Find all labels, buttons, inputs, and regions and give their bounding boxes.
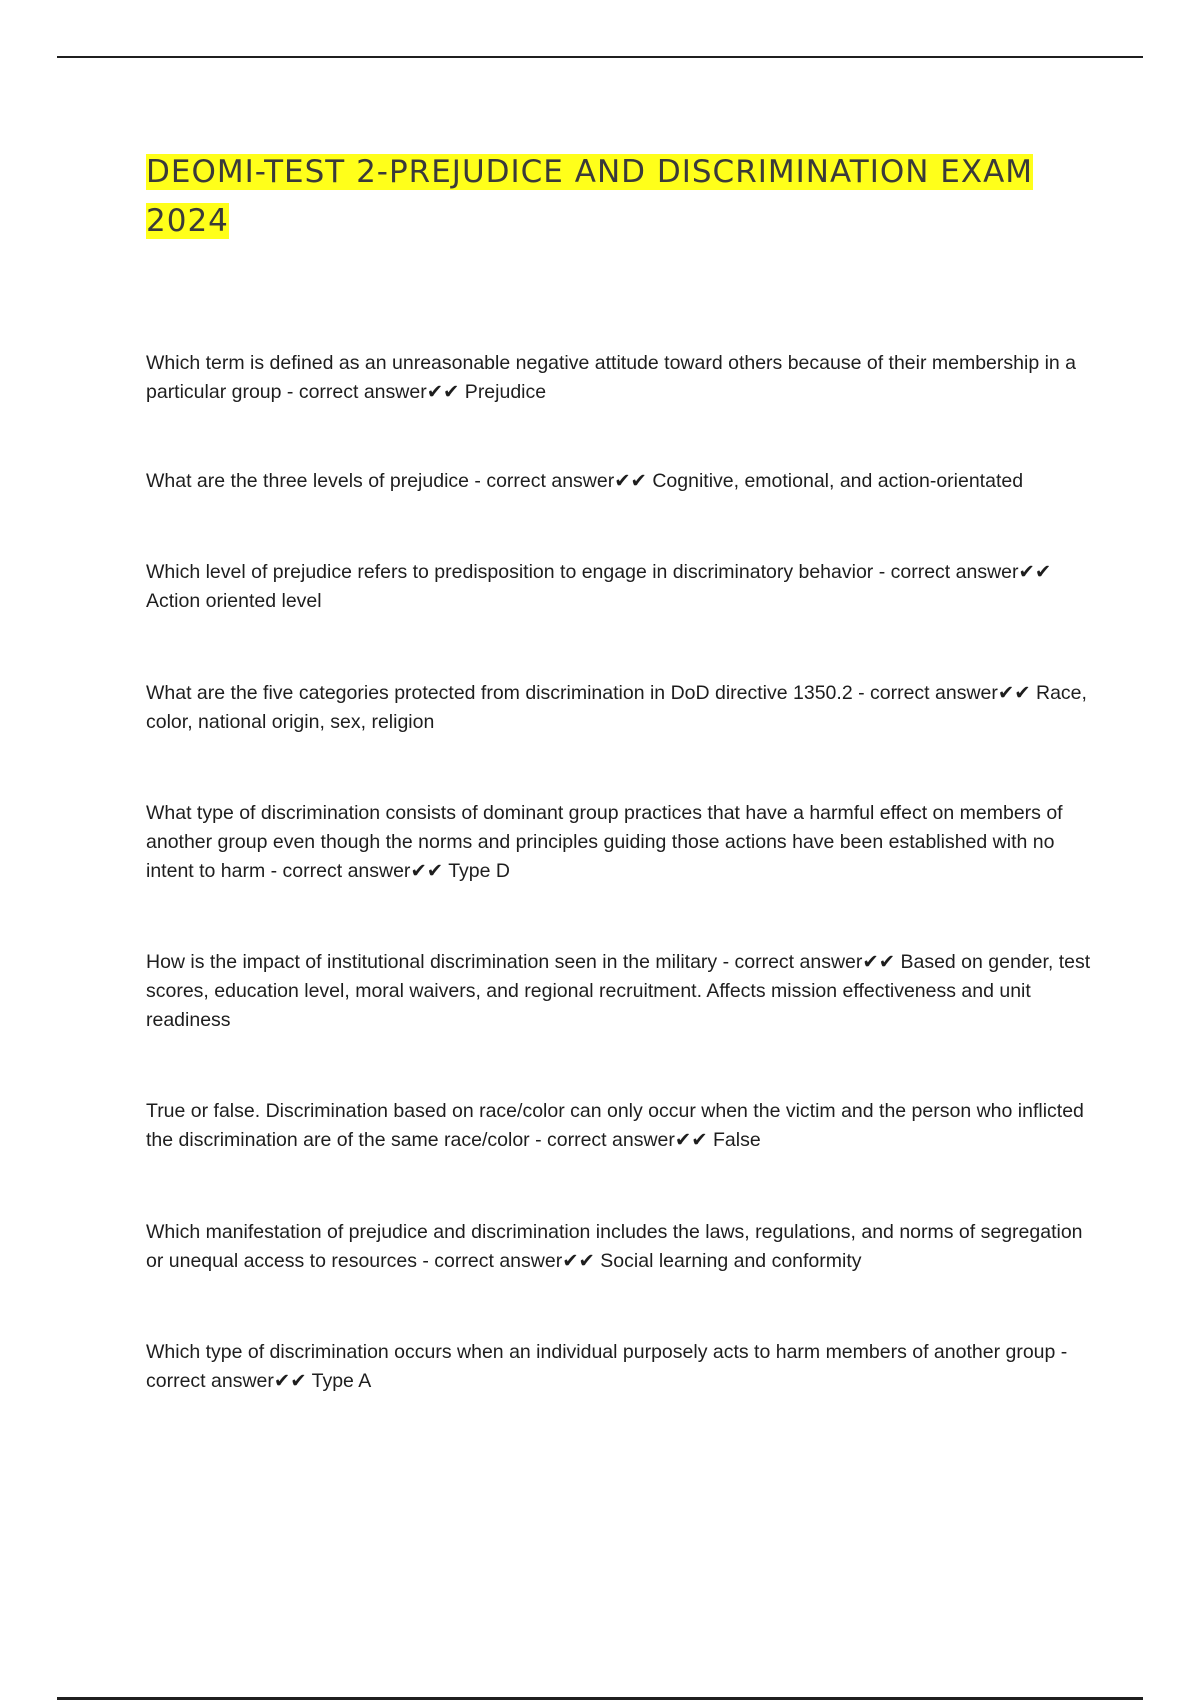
question-text: How is the impact of institutional discrimination seen in the military - correct answer	[146, 951, 863, 973]
answer-text: False	[707, 1129, 761, 1151]
checkmark-icon: ✔✔	[410, 860, 444, 882]
question-text: Which level of prejudice refers to predisposition to engage in discriminatory behavior - correct answer	[146, 561, 1019, 583]
qa-item	[146, 799, 1096, 886]
qa-item	[146, 1338, 1096, 1396]
answer-text: Action oriented level	[146, 590, 322, 612]
answer-text: Type A	[306, 1370, 372, 1392]
qa-item	[146, 558, 1096, 616]
qa-item	[146, 1218, 1096, 1276]
checkmark-icon: ✔✔	[562, 1250, 595, 1272]
title-highlight: DEOMI-TEST 2-PREJUDICE AND DISCRIMINATION EXAM 2024	[146, 154, 1034, 239]
answer-text: Prejudice	[459, 381, 547, 403]
checkmark-icon: ✔✔	[1018, 561, 1052, 583]
checkmark-icon: ✔✔	[426, 381, 460, 403]
checkmark-icon: ✔✔	[273, 1370, 307, 1392]
answer-text: Race, color, national origin, sex, religion	[146, 682, 1087, 733]
question-text: What are the five categories protected from discrimination in DoD directive 1350.2 - correct answer	[146, 682, 998, 704]
checkmark-icon: ✔✔	[997, 682, 1031, 704]
qa-item	[146, 679, 1096, 737]
question-text: Which term is defined as an unreasonable negative attitude toward others because of their membership in a particular group - correct answer	[146, 352, 1077, 403]
question-text: Which manifestation of prejudice and discrimination includes the laws, regulations, and norms of segregation or unequal access to resources - correct answer	[146, 1221, 1083, 1272]
checkmark-icon: ✔✔	[614, 470, 647, 492]
answer-text: Type D	[443, 860, 510, 882]
qa-item	[146, 467, 1096, 496]
qa-item	[146, 1097, 1096, 1155]
answer-text: Cognitive, emotional, and action-orientated	[646, 470, 1024, 492]
header-rule	[57, 56, 1143, 58]
answer-text: Social learning and conformity	[594, 1250, 862, 1272]
document-title	[146, 148, 1046, 246]
answer-text: Based on gender, test scores, education level, moral waivers, and regional recruitment. Affects mission effectiveness and unit readiness	[146, 951, 1091, 1031]
checkmark-icon: ✔✔	[862, 951, 896, 973]
question-text: What type of discrimination consists of dominant group practices that have a harmful effect on members of another group even though the norms and principles guiding those actions have been established with no intent to harm - correct answer	[146, 802, 1063, 882]
qa-item	[146, 349, 1096, 407]
question-text: What are the three levels of prejudice - correct answer	[146, 470, 615, 492]
qa-item	[146, 948, 1096, 1035]
question-text: Which type of discrimination occurs when an individual purposely acts to harm members of another group - correct answer	[146, 1341, 1068, 1392]
question-text: True or false. Discrimination based on race/color can only occur when the victim and the person who inflicted the discrimination are of the same race/color - correct answer	[146, 1100, 1084, 1151]
checkmark-icon: ✔✔	[674, 1129, 708, 1151]
